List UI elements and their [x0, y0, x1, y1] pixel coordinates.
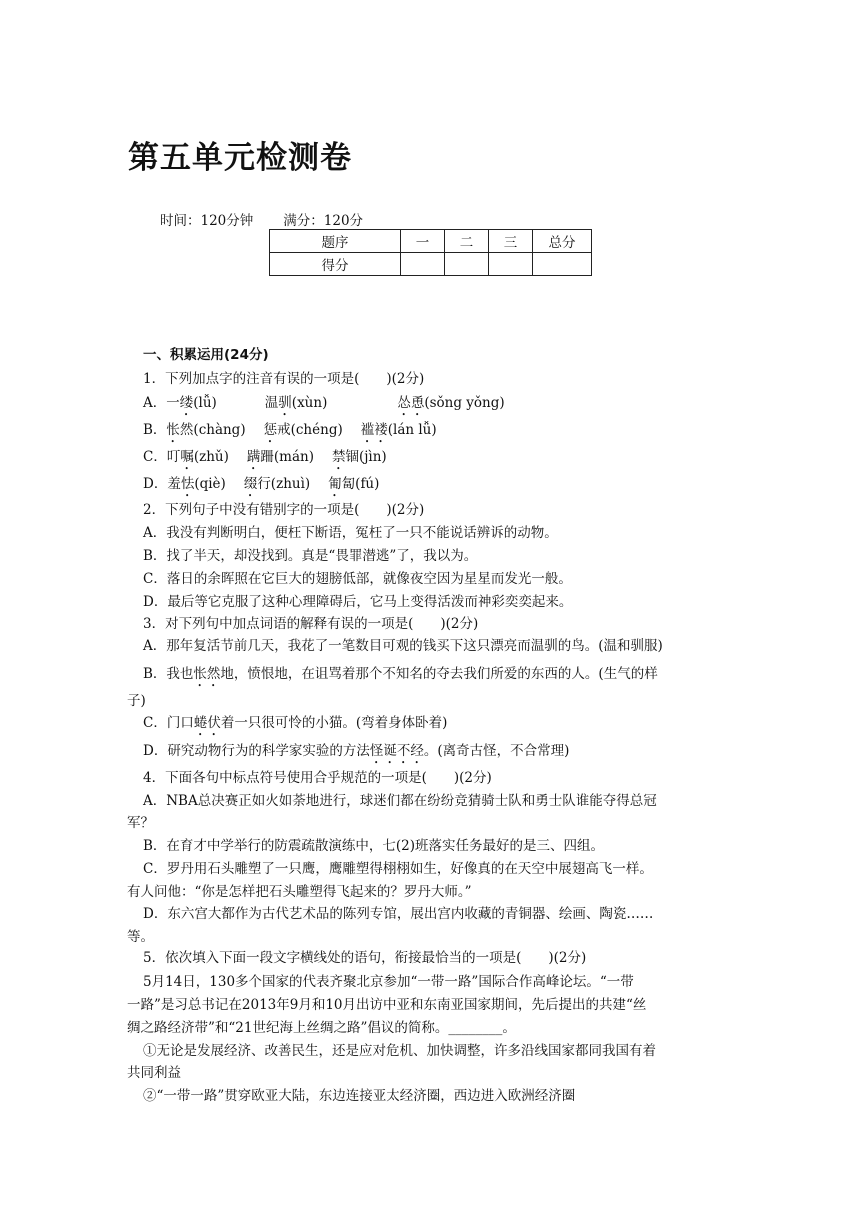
option-b-continued: 子)	[127, 693, 146, 709]
dotted-word: 禁	[331, 449, 346, 465]
question-stem: 5．依次填入下面一段文字横线处的语句，衔接最恰当的一项是( )(2分)	[143, 950, 587, 966]
option-c-continued: 有人问他：“你是怎样把石头雕塑得飞起来的？罗丹大师。”	[127, 884, 472, 900]
option-c	[143, 448, 387, 473]
option-text: 着一只很可怜的小猫。(弯着身体卧着)	[220, 715, 448, 731]
option-a-continued: 军？	[127, 815, 154, 831]
option-text: (zhǔ)	[193, 449, 229, 465]
option-d-continued: 等。	[127, 929, 154, 945]
option-b: B．在育才中学举行的防震疏散演练中，七(2)班落实任务最好的是三、四组。	[143, 838, 605, 854]
full-score: 满分：120分	[283, 213, 364, 229]
option-text: (qiè)	[194, 476, 226, 492]
option-a: A．NBA总决赛正如火如荼地进行，球迷们都在纷纷竞猜骑士队和勇士队谁能夺得总冠	[143, 793, 657, 809]
exam-meta	[160, 209, 363, 229]
dotted-word: 嘱	[180, 449, 194, 465]
option-text: 。(离奇古怪，不合常理)	[423, 743, 570, 759]
question-stem: 2．下列句子中没有错别字的一项是( )(2分)	[143, 502, 425, 518]
question-stem: 4．下面各句中标点符号使用合乎规范的一项是( )(2分)	[143, 770, 492, 786]
option-text: 戒(chéng)	[277, 422, 343, 438]
option-text: (sǒng yǒng)	[424, 395, 505, 411]
option-text: 然(chàng)	[179, 422, 246, 438]
dotted-word: 惩	[263, 422, 278, 438]
option-a	[143, 394, 505, 419]
table-header-cell: 题序	[270, 230, 401, 253]
question-stem: 1．下列加点字的注音有误的一项是( )(2分)	[143, 371, 425, 387]
option-d: D．东六宫大都作为古代艺术品的陈列专馆，展出宫内收藏的青铜器、绘画、陶瓷……	[143, 906, 654, 922]
option-c: C．罗丹用石头雕塑了一只鹰，鹰雕塑得栩栩如生，好像真的在天空中展翅高飞一样。	[143, 861, 653, 877]
dotted-word: 褴褛	[360, 422, 388, 438]
dotted-word: 怯	[180, 476, 195, 492]
sentence-1: ①无论是发展经济、改善民生，还是应对危机、加快调整，许多沿线国家都同我国有着	[143, 1043, 656, 1059]
passage-line: 一路”是习总书记在2013年9月和10月出访中亚和东南亚国家期间，先后提出的共建“丝	[127, 997, 647, 1013]
option-text: 锢(jìn)	[345, 449, 387, 465]
passage-line: 5月14日，130多个国家的代表齐聚北京参加“一带一路”国际合作高峰论坛。“一带	[143, 974, 634, 990]
option-c: C．落日的余晖照在它巨大的翅膀低部，就像夜空因为星星而发光一般。	[143, 571, 572, 587]
dotted-word: 怪诞不经	[369, 743, 424, 759]
option-text: D．研究动物行为的科学家实验的方法	[143, 743, 370, 759]
table-header-cell: 二	[445, 230, 489, 253]
dotted-word: 驯	[278, 395, 292, 411]
score-cell[interactable]	[489, 253, 533, 276]
table-row-label: 得分	[270, 253, 401, 276]
option-text: (lán lǚ)	[387, 422, 437, 438]
option-b: B．找了半天，却没找到。真是“畏罪潜逃”了，我以为。	[143, 548, 478, 564]
dotted-word: 蜷伏	[193, 715, 221, 731]
passage-line: 绸之路经济带”和“21世纪海上丝绸之路”倡议的简称。________。	[127, 1020, 516, 1036]
sentence-2: ②“一带一路”贯穿欧亚大陆，东边连接亚太经济圈，西边进入欧洲经济圈	[143, 1088, 576, 1104]
option-text: 温	[264, 395, 279, 411]
table-header-cell: 总分	[533, 230, 592, 253]
score-cell[interactable]	[401, 253, 445, 276]
score-table	[269, 229, 592, 276]
dotted-word: 怅	[166, 422, 180, 438]
option-text: 匐(fú)	[341, 476, 380, 492]
section-heading: 一、积累运用(24分)	[143, 347, 269, 363]
dotted-word: 怅然	[193, 666, 221, 682]
dotted-word: 缀	[243, 476, 258, 492]
option-a: A．那年复活节前几天，我花了一笔数目可观的钱买下这只漂亮而温驯的鸟。(温和驯服)	[143, 638, 663, 654]
option-d: D．最后等它克服了这种心理障碍后，它马上变得活泼而神彩奕奕起来。	[143, 594, 573, 610]
dotted-word: 匍	[328, 476, 342, 492]
option-text: C．门口	[143, 715, 194, 731]
table-header-cell: 三	[489, 230, 533, 253]
score-cell[interactable]	[445, 253, 489, 276]
option-text: (lǚ)	[193, 395, 217, 411]
time-limit: 时间：120分钟	[160, 213, 254, 229]
option-text: A．一	[143, 395, 180, 411]
option-d	[143, 475, 379, 500]
question-stem: 3．对下列句中加点词语的解释有误的一项是( )(2分)	[143, 616, 479, 632]
option-text: (xùn)	[291, 395, 328, 411]
option-text: 行(zhuì)	[257, 476, 311, 492]
option-b	[143, 421, 437, 446]
option-d	[143, 742, 569, 767]
dotted-word: 缕	[179, 395, 194, 411]
option-text: B．我也	[143, 666, 194, 682]
option-text: D．羞	[143, 476, 181, 492]
table-header-cell: 一	[401, 230, 445, 253]
score-cell[interactable]	[533, 253, 592, 276]
option-a: A．我没有判断明白，便枉下断语，冤枉了一只不能说话辨诉的动物。	[143, 525, 558, 541]
table-row	[270, 253, 592, 276]
page-title: 第五单元检测卷	[128, 140, 352, 176]
option-text: B．	[143, 422, 167, 438]
option-text: 跚(mán)	[260, 449, 314, 465]
table-row	[270, 230, 592, 253]
option-b	[143, 665, 658, 690]
dotted-word: 蹒	[246, 449, 261, 465]
option-text: C．叮	[143, 449, 181, 465]
sentence-1-continued: 共同利益	[127, 1065, 181, 1081]
option-text: 地，愤恨地，在诅骂着那个不知名的夺去我们所爱的东西的人。(生气的样	[220, 666, 658, 682]
dotted-word: 怂恿	[397, 395, 425, 411]
option-c	[143, 714, 447, 739]
